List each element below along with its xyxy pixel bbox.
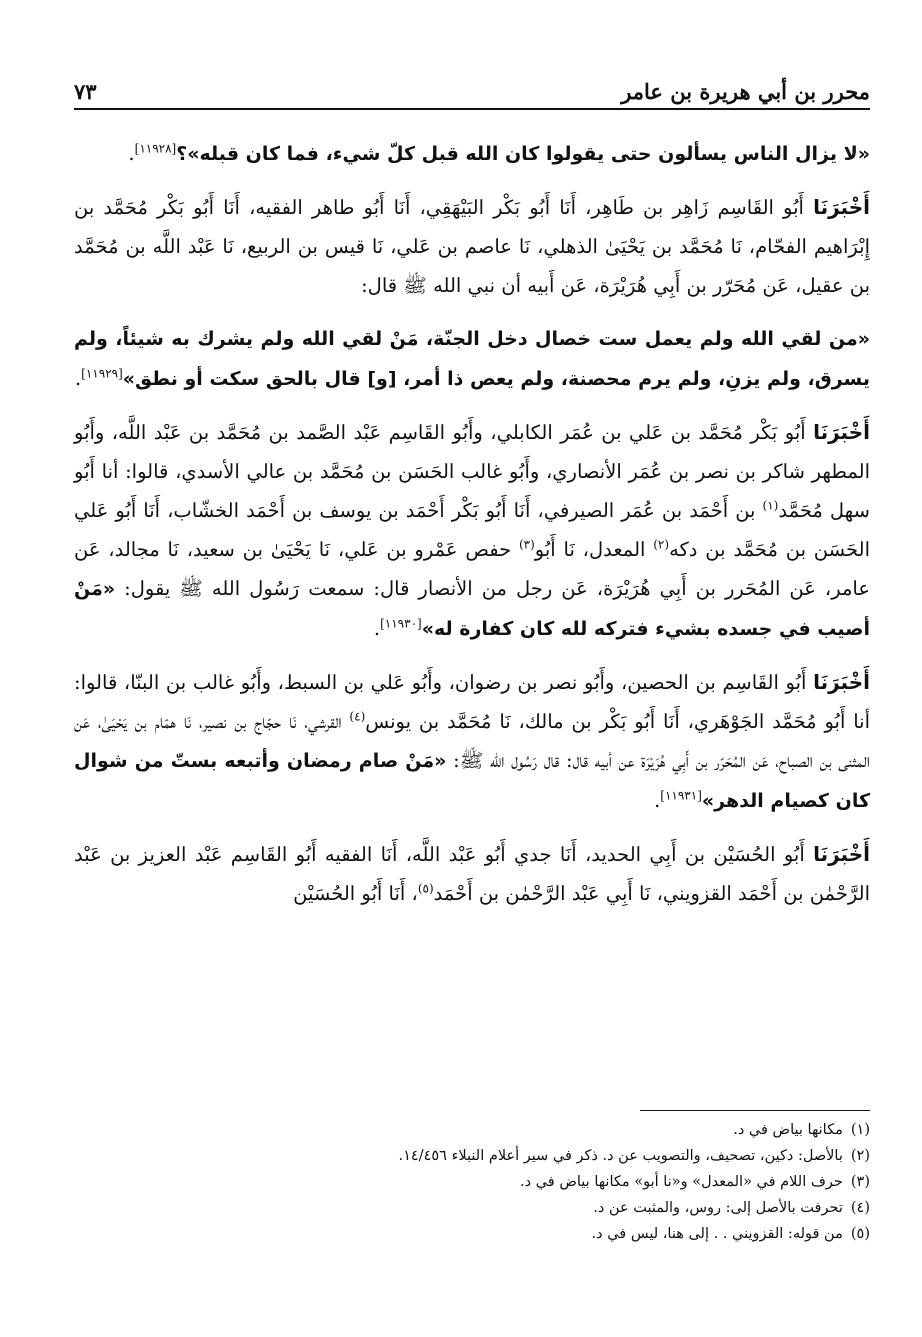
isnad-text: المعدل، نَا أَبُو	[534, 538, 654, 561]
isnad-text: أَبُو بَكْر مُحَمَّد بن عَلي بن عُمَر الكابلي، وأَبُو القَاسِم عَبْد الصَّمد بن مُحَمَّد بن عَبْد اللَّه، وأَبُو المطهر شاكر بن نصر بن عُمَر الأنصاري، وأَبُو غالب الحَسَن بن مُحَمَّد بن عالي الأسدي، قالوا: أنا أَبُو سهل مُحَمَّد	[74, 421, 870, 522]
paragraph-3	[74, 319, 870, 399]
footnote-marker[interactable]: (٣)	[518, 537, 535, 552]
isnad-text: أَبُو الحُسَيْن بن أَبِي الحديد، أَنَا جدي أَبُو عَبْد اللَّه، أَنَا الفقيه أَبُو القَاسِم عَبْد العزيز بن عَبْد الرَّحْمٰن بن أَحْمَد القزويني، نَا أَبِي عَبْد الرَّحْمٰن بن أَحْمَد	[74, 843, 870, 905]
footnote-item	[74, 1143, 870, 1169]
hadith-ref: [١١٩٢٨]	[134, 141, 177, 156]
footnote-number: (٢)	[850, 1148, 870, 1164]
isnad-text: بن أَحْمَد بن عُمَر الصيرفي، أَنَا أَبُو بَكْر أَحْمَد بن يوسف بن أَحْمَد الخشّاب، أَنَا أَبُو عَلي الحَسَن بن مُحَمَّد بن دكه	[74, 499, 870, 561]
footnote-marker[interactable]: (٥)	[417, 881, 434, 896]
paragraph-end: .	[128, 142, 135, 165]
isnad-keyword: أَخْبَرَنَا	[813, 195, 870, 219]
footnote-number: (٣)	[850, 1174, 870, 1190]
footnote-number: (١)	[850, 1122, 870, 1138]
paragraph-1	[74, 134, 870, 174]
footnote-text: من قوله: القزويني . . إلى هنا، ليس في د.	[591, 1226, 843, 1242]
footnote-marker[interactable]: (١)	[762, 498, 779, 513]
footnote-divider	[640, 1110, 870, 1111]
isnad-keyword: أَخْبَرَنَا	[813, 420, 870, 444]
isnad-text: ، أَنَا أَبُو الحُسَيْن	[293, 882, 418, 905]
paragraph-end: .	[654, 789, 661, 812]
hadith-ref: [١١٩٣١]	[660, 788, 702, 803]
isnad-keyword: أَخْبَرَنَا	[813, 670, 870, 694]
header-title: محرر بن أبي هريرة بن عامر	[621, 79, 870, 104]
main-text	[74, 134, 870, 913]
hadith-quote: «مَنْ أصيب في جسده بشيء فتركه لله كان كفارة له»	[74, 578, 870, 640]
footnote-number: (٤)	[850, 1200, 870, 1216]
page-number: ٧٣	[74, 79, 97, 104]
running-header	[74, 62, 870, 110]
hadith-quote: «لا يزال الناس يسألون حتى يقولوا كان الله قبل كلّ شيء، فما كان قبله»؟	[176, 143, 870, 165]
footnote-marker[interactable]: (٤)	[349, 709, 366, 724]
footnote-item	[74, 1117, 870, 1143]
footnote-item	[74, 1169, 870, 1195]
paragraph-end: .	[373, 617, 381, 640]
isnad-text: أَبُو القَاسِم بن الحصين، وأَبُو نصر بن رضوان، وأَبُو عَلي بن السبط، وأَبُو غالب بن البنّا، قالوا: أنا أَبُو مُحَمَّد الجَوْهَري، أَنَا أَبُو بَكْر بن مالك، نَا مُحَمَّد بن يونس	[74, 671, 870, 733]
paragraph-6	[74, 835, 870, 913]
hadith-quote: «مَنْ صام رمضان وأتبعه بستّ من شوال كان كصيام الدهر»	[74, 750, 870, 812]
hadith-ref: [١١٩٢٩]	[81, 366, 123, 381]
isnad-keyword: أَخْبَرَنَا	[813, 842, 870, 866]
footnote-item	[74, 1221, 870, 1247]
footnote-text: تحرفت بالأصل إلى: روس، والمثبت عن د.	[593, 1200, 843, 1216]
hadith-ref: [١١٩٣٠]	[380, 616, 422, 631]
paragraph-2	[74, 188, 870, 305]
hadith-quote: «من لقي الله ولم يعمل ست خصال دخل الجنّة، مَنْ لقي الله ولم يشرك به شيئاً، ولم يسرق، ولم يزنِ، ولم يرم محصنة، ولم يعص ذا أمر، [و] قال بالحق سكت أو نطق»	[74, 328, 870, 390]
footnote-text: حرف اللام في «المعدل» و«نا أبو» مكانها بياض في د.	[520, 1174, 843, 1190]
footnote-text: مكانها بياض في د.	[733, 1122, 843, 1138]
isnad-text: حفص عَمْرو بن عَلي، نَا يَحْيَىٰ بن سعيد، نَا مجالد، عَن عامر، عَن المُحَرر بن أَبِي هُرَيْرَة، عَن رجل من الأنصار قال: سمعت رَسُول الله ﷺ يقول:	[74, 538, 870, 600]
paragraph-5	[74, 663, 870, 821]
isnad-text: القرشي، نَا حجّاج بن نصير، نَا همّام بن يَحْيَىٰ، عَن المثنى بن الصباح، عَن المُحَرّر بن أَبِي هُرَيْرَة عن أبيه قال: قال رَسُول الله ﷺ:	[74, 710, 870, 772]
footnotes	[74, 1110, 870, 1247]
footnote-marker[interactable]: (٢)	[653, 537, 670, 552]
footnote-text: بالأصل: دكين، تصحيف، والتصويب عن د. ذكر في سير أعلام النبلاء ١٤/٤٥٦.	[398, 1148, 843, 1164]
paragraph-4	[74, 413, 870, 649]
isnad-text: أَبُو القَاسِم زَاهِر بن طَاهِر، أَنَا أَبُو بَكْر البَيْهَقِي، أَنَا أَبُو طاهر الفقيه، أَنَا أَبُو بَكْر مُحَمَّد بن إِبْرَاهيم الفحّام، نَا مُحَمَّد بن يَحْيَىٰ الذهلي، نَا عاصم بن عَلي، نَا قيس بن الربيع، نَا عَبْد اللَّه بن مُحَمَّد بن عقيل، عَن مُحَرّر بن أَبِي هُرَيْرَة، عَن أَبيه أن نبي الله ﷺ قال:	[74, 196, 870, 297]
footnote-number: (٥)	[850, 1226, 870, 1242]
footnote-item	[74, 1195, 870, 1221]
paragraph-end: .	[74, 367, 82, 390]
